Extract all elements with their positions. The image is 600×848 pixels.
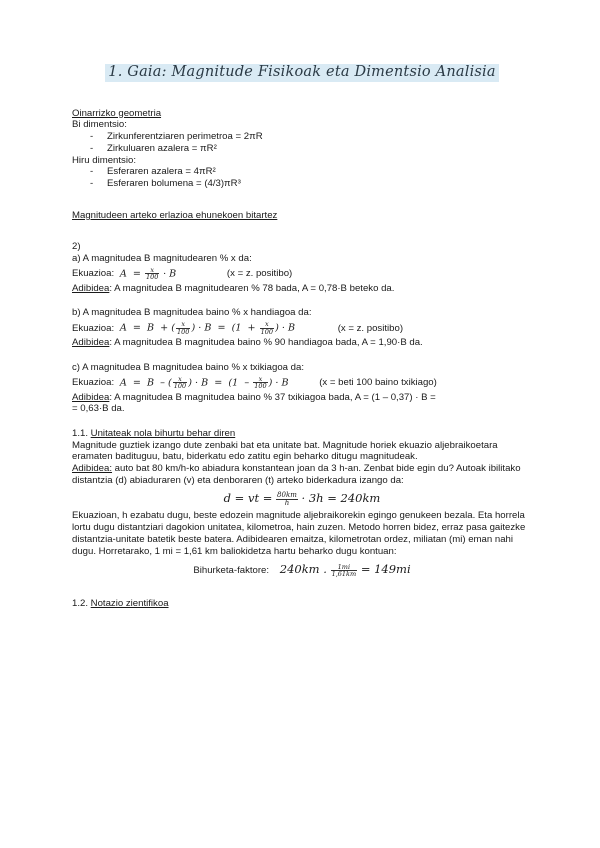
- case-c-example: Adibidea: A magnitudea B magnitudea baino % 37 txikiagoa bada, A = (1 – 0,37) · B =: [72, 391, 436, 403]
- units-paragraph-3: Ekuazioan, h ezabatu dugu, beste edozein magnitude aljebraikorekin egingo genukeen bezala. Eta horrela lortu dugu distantziari dagokion unitatea, kilometroa, hain zuzen. Metodo horren bidez, erraz pasa gaitezke distantzia-unitate batetik beste batera. Adibidearen emaitza, kilometrotan ordez, miliatan (mi) eman nahi dugu. Horretarako, 1 mi = 1,61 km baliokidetza hartu beharko dugu kontuan:: [72, 510, 526, 557]
- document-page: [72, 64, 532, 609]
- two-dim-label: Bi dimentsio:: [72, 119, 127, 131]
- list-item: - Zirkunferentziaren perimetroa = 2πR: [90, 131, 263, 143]
- case-c-text: c) A magnitudea B magnitudea baino % x txikiagoa da:: [72, 361, 304, 373]
- units-example: Adibidea: auto bat 80 km/h-ko abiadura konstantean joan da 3 h-an. Zenbat bide egin du? Autoak ibilitako distantzia (d) abiaduraren (v) eta denboraren (t) arteko biderkadura izango da:: [72, 463, 521, 486]
- units-heading: 1.1. Unitateak nola bihurtu behar diren: [72, 427, 236, 439]
- list-item: - Esferaren azalera = 4πR²: [90, 166, 216, 178]
- distance-equation: d = vt = $\frac{80km}{h}$ · 3h = 240km: [223, 491, 381, 508]
- notation-heading: 1.2. Notazio zientifikoa: [72, 597, 169, 609]
- case-c-example-cont: = 0,63·B da.: [72, 403, 125, 415]
- percent-heading: Magnitudeen arteko erlazioa ehunekoen bitartez: [72, 209, 278, 221]
- case-a-text: a) A magnitudea B magnitudearen % x da:: [72, 253, 252, 265]
- geometry-heading: Oinarrizko geometria: [72, 107, 162, 119]
- case-b-example: Adibidea: A magnitudea B magnitudea baino % 90 handiagoa bada, A = 1,90·B da.: [72, 337, 423, 349]
- list-item: - Esferaren bolumena = (4/3)πR³: [90, 177, 241, 189]
- section-number: 2): [72, 241, 81, 253]
- case-b-text: b) A magnitudea B magnitudea baino % x handiagoa da:: [72, 307, 312, 319]
- case-a-equation: Ekuazioa: A = $\frac{x}{100}$ · B (x = z. positibo): [72, 265, 293, 282]
- page-title: 1. Gaia: Magnitude Fisikoak eta Dimentsio Analisia: [105, 64, 498, 82]
- case-c-equation: Ekuazioa: A = B – ( $\frac{x}{100}$ ) · B = (1 – $\frac{x}{100}$ ) · B (x = beti 100 baino txikiago): [72, 374, 437, 391]
- case-a-example: Adibidea: A magnitudea B magnitudearen % 78 bada, A = 0,78·B beteko da.: [72, 282, 395, 294]
- three-dim-label: Hiru dimentsio:: [72, 154, 136, 166]
- list-item: - Zirkuluaren azalera = πR²: [90, 142, 217, 154]
- conversion-equation: Bihurketa-faktore: 240km . $\frac{1mi}{1,61km}$ = 149mi: [193, 562, 411, 579]
- units-paragraph-1: Magnitude guztiek izango dute zenbaki bat eta unitate bat. Magnitude horiek ekuazio aljebraikoetara eramaten badituguu, batu, biderkatu edo zatitu egin beharko ditugu magnitudeak.: [72, 439, 498, 463]
- case-b-equation: Ekuazioa: A = B + ( $\frac{x}{100}$ ) · B = (1 + $\frac{x}{100}$ ) · B (x = z. positibo): [72, 320, 404, 336]
